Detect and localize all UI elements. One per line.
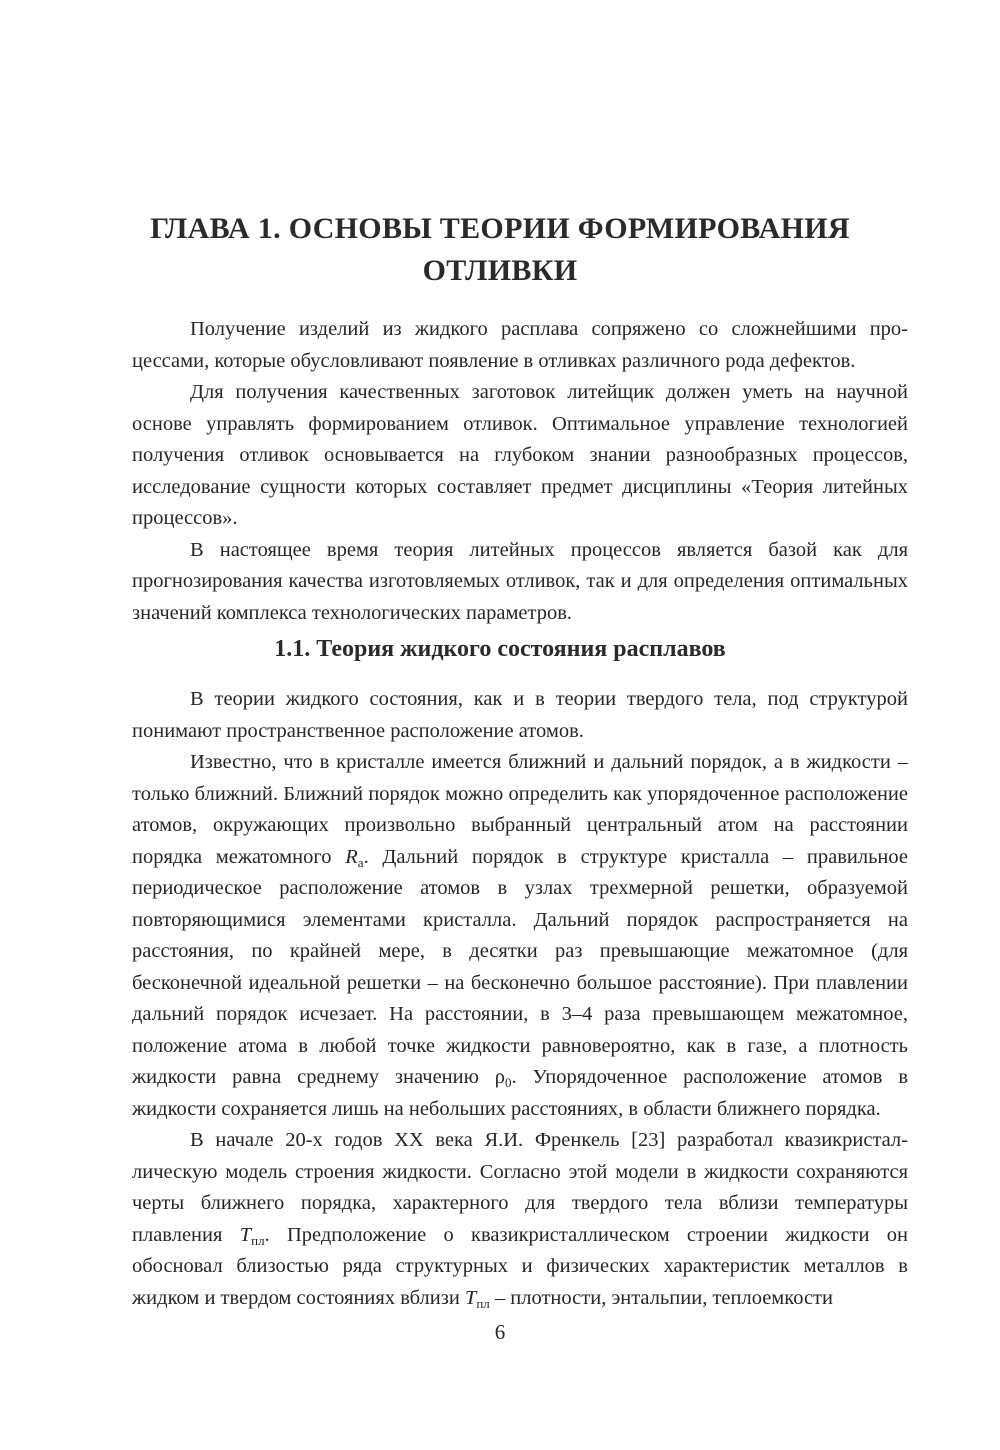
density-subscript: 0 [505, 1075, 512, 1090]
paragraph-text: Известно, что в кристалле имеется ближний и дальний порядок, а в жидкости – только ближний. Ближний порядок можно определить как упорядоченное расположение атомов, окружающих произвольно выбранный центральный атом на расстоянии порядка межатомного [132, 751, 908, 868]
interatomic-distance-symbol: R [345, 845, 358, 868]
symbol-subscript: пл [476, 1295, 490, 1311]
paragraph-text: . Дальний порядок в структуре кристалла – правильное периодическое расположение атомов в узлах трехмерной решетки, образуемой повторяющимися элементами кристалла. Дальний порядок распространяется на расстояния, по крайней мере, в десятки раз превышающие межатомное (для бесконечной идеальной решетки – на бесконечно большое расстояние). При плавлении дальний порядок исчезает. На расстоянии, в 3–4 раза превышающем межатомное, положение атома в любой точке жидкости равновероятно, как в газе, а плотность жидкости равна среднему значению ρ [132, 845, 908, 1088]
section-paragraph-3 [132, 1125, 908, 1314]
paragraph-text: . Предположение о квазикристаллическом строении жидкости он обосновал близостью ряда структурных и физических характеристик металлов в жидком и твердом состояниях вблизи [132, 1223, 908, 1309]
symbol-subscript: пл [251, 1232, 265, 1248]
paragraph-text: – плотности, энтальпии, теплоемкости [489, 1286, 833, 1309]
chapter-title [0, 208, 1000, 292]
section-text [132, 684, 908, 1314]
section-paragraph-2 [132, 747, 908, 1125]
paragraph-text: . Упорядоченное расположение атомов в жидкости сохраняется лишь на небольших расстояниях, в области ближнего порядка. [132, 1066, 909, 1120]
chapter-title-line-2: ОТЛИВКИ [422, 254, 578, 287]
intro-paragraph-1: Получение изделий из жидкого расплава сопряжено со сложнейшими процессами, которые обусловливают появление в отливках различного рода дефектов. [132, 318, 908, 372]
section-paragraph-1: В теории жидкого состояния, как и в теории твердого тела, под структурой понимают пространственное расположение атомов. [132, 688, 908, 742]
melting-temperature-symbol: T [239, 1223, 252, 1246]
symbol-subscript: а [357, 854, 364, 870]
melting-temperature-symbol: T [464, 1286, 477, 1309]
intro-paragraph-3: В настоящее время теория литейных процессов является базой как для прогнозирования качества изготовляемых отливок, так и для определения оптимальных значений комплекса технологических параметров. [132, 538, 908, 624]
paragraph-text: В начале 20-х годов XX века Я.И. Френкель [23] разработал квазикристаллическую модель строения жидкости. Согласно этой модели в жидкости сохраняются черты ближнего порядка, характерного для твердого тела вблизи температуры плавления [132, 1129, 908, 1246]
page-number: 6 [494, 1320, 506, 1344]
section-title: 1.1. Теория жидкого состояния расплавов [274, 636, 726, 662]
intro-paragraph-2: Для получения качественных заготовок литейщик должен уметь на научной основе управлять формированием отливок. Оптимальное управление технологией получения отливок основывается на глубоком знании разнообразных процессов, исследование сущности которых составляет предмет дисциплины «Теория литейных процессов». [132, 381, 908, 529]
chapter-title-line-1: ГЛАВА 1. ОСНОВЫ ТЕОРИИ ФОРМИРОВАНИЯ [150, 212, 850, 245]
intro-text [132, 314, 908, 629]
